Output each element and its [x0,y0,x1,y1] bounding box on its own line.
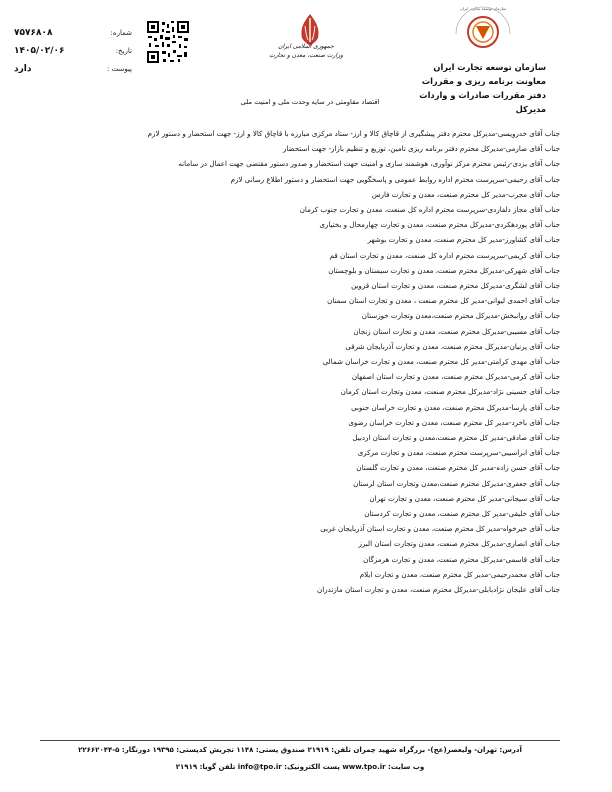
recipient-item: جناب آقای حسینی نژاد-مدیرکل محترم صنعت، معدن وتجارت استان کرمان [340,387,560,397]
ministry-name [248,42,364,60]
date-label: تاریخ: [115,47,132,55]
recipient-item: جناب آقای پارسا-مدیرکل محترم صنعت، معدن و تجارت خراسان جنوبی [351,402,560,412]
org-line: سازمان توسعه تجارت ایران [433,62,546,72]
letter-meta [14,24,132,78]
number-label: شماره: [110,29,132,37]
recipient-item: جناب آقای روانبخش-مدیرکل محترم صنعت،معدن وتجارت خوزستان [361,311,560,321]
recipient-item: جناب آقای ابراسیبی-سرپرست محترم صنعت، معدن و تجارت مرکزی [357,448,560,458]
recipient-item: جناب آقای مسیبی-مدیرکل محترم صنعت، معدن و تجارت استان زنجان [353,326,560,336]
recipient-item: جناب آقای سیجانی-مدیر کل محترم صنعت، معدن و تجارت تهران [369,493,560,503]
recipient-item: جناب آقای مجاز دلفاردی-سرپرست محترم اداره کل صنعت، معدن و تجارت جنوب کرمان [299,205,560,215]
recipient-item: جناب آقای علیجان نژادبابلی-مدیرکل محترم صنعت، معدن و تجارت استان مازندران [317,585,560,595]
footer-contact: وب سایت: www.tpo.ir پست الکترونیک: info@tpo.ir تلفن گویا: ۲۱۹۱۹ [175,763,425,771]
attachment-value: دارد [14,64,32,74]
ministry-line: جمهوری اسلامی ایران [278,43,334,50]
recipient-item: جناب آقای خلیقی-مدیر کل محترم صنعت، معدن و تجارت کردستان [364,509,560,519]
recipient-item: جناب آقای خدرویسی-مدیرکل محترم دفتر پیشگیری از قاچاق کالا و ارز- ستاد مرکزی مبارزه با قاچاق کالا و ارز- جهت استحضار و دستور لازم [147,129,560,138]
meta-attachment-row [14,60,132,78]
org-line: دفتر مقررات صادرات و واردات [419,90,546,100]
recipient-item: جناب آقای صادقی-مدیر کل محترم صنعت،معدن و تجارت استان اردبیل [352,433,560,443]
recipient-item: جناب آقای حسن زاده-مدیر کل محترم صنعت، معدن و تجارت گلستان [356,463,560,473]
slogan: اقتصاد مقاومتی در سایه وحدت ملی و امنیت ملی [240,98,380,106]
meta-date-row [14,42,132,60]
tpo-logo-icon [448,4,518,64]
qr-code-icon [146,20,190,64]
organization-block [346,60,546,116]
recipient-item: جناب آقای خیرخواه-مدیر کل محترم صنعت، معدن و تجارت استان آذربایجان غربی [320,524,560,534]
recipient-item: جناب آقای رحیمی-سرپرست محترم اداره روابط عمومی و پاسخگویی جهت استحضار و دستور اطلاع رسانی لازم [230,174,560,184]
recipient-item: جناب آقای یزدی-رئیس محترم مرکز نوآوری، هوشمند سازی و امنیت جهت استحضار و صدور دستور مقتضی جهت اعمال در سامانه [178,159,560,169]
recipient-item: جناب آقای انصاری-مدیرکل محترم صنعت، معدن وتجارت استان البرز [358,539,560,549]
footer-address: آدرس: تهران- ولیعصر(عج)- بزرگراه شهید چمران تلفن: ۲۱۹۱۹ صندوق پستی: ۱۱۴۸ تجریش کدپستی: ۱۹۳۹۵ دورنگار: ۵-۲۲۶۶۲۰۴۴ [78,746,522,754]
recipient-item: جناب آقای باخرد-مدیر کل محترم صنعت، معدن و تجارت خراسان رضوی [348,417,560,427]
recipient-item: جناب آقای مهدی کرامتی-مدیر کل محترم صنعت، معدن و تجارت خراسان شمالی [322,357,560,367]
recipient-item: جناب آقای جعفری-مدیرکل محترم صنعت،معدن وتجارت استان لرستان [353,478,560,488]
ministry-line: وزارت صنعت، معدن و تجارت [269,52,343,59]
recipient-item: جناب آقای کرمی-مدیرکل محترم صنعت، معدن و تجارت استان اصفهان [351,372,560,382]
recipient-item: جناب آقای کریمی-سرپرست محترم اداره کل صنعت، معدن و تجارت استان قم [329,250,560,260]
recipient-item: جناب آقای شهرکی-مدیرکل محترم صنعت، معدن و تجارت سیستان و بلوچستان [328,265,560,275]
recipient-item: جناب آقای لشگری-مدیرکل محترم صنعت، معدن و تجارت استان قزوین [351,281,560,291]
recipient-item: جناب آقای قاسمی-مدیرکل محترم صنعت، معدن و تجارت هرمزگان [363,554,560,564]
number-value: ۷۵۷۶۸۰۸ [14,28,53,38]
recipient-item: جناب آقای صارمی-مدیرکل محترم دفتر برنامه ریزی تامین، توزیع و تنظیم بازار- جهت استحضار [282,144,560,154]
date-value: ۱۴۰۵/۰۲/۰۶ [14,46,65,56]
recipient-item: جناب آقای پرنیان-مدیرکل محترم صنعت، معدن و تجارت آذربایجان شرقی [345,341,560,351]
org-line: معاونت برنامه ریزی و مقررات [421,76,546,86]
recipient-item: جناب آقای پوردهکردی-مدیرکل محترم صنعت، معدن و تجارت چهارمحال و بختیاری [319,220,560,230]
recipient-item: جناب آقای مجرب-مدیر کل محترم صنعت، معدن و تجارت فارس [371,189,560,199]
attachment-label: پیوست : [107,65,132,73]
footer-divider [40,740,560,741]
recipient-item: جناب آقای کشاورز-مدیر کل محترم صنعت، معدن و تجارت بوشهر [367,235,560,245]
org-line: مدیرکل [515,104,546,114]
recipient-item: جناب آقای محمدرحیمی-مدیر کل محترم صنعت، معدن و تجارت ایلام [359,569,560,579]
recipient-item: جناب آقای احمدی لیوانی-مدیر کل محترم صنعت ، معدن و تجارت استان سمنان [327,296,560,306]
recipient-list [52,126,560,597]
meta-number-row [14,24,132,42]
svg-text:سازمان توسعه تجارت ایران: سازمان توسعه تجارت ایران [459,6,507,11]
